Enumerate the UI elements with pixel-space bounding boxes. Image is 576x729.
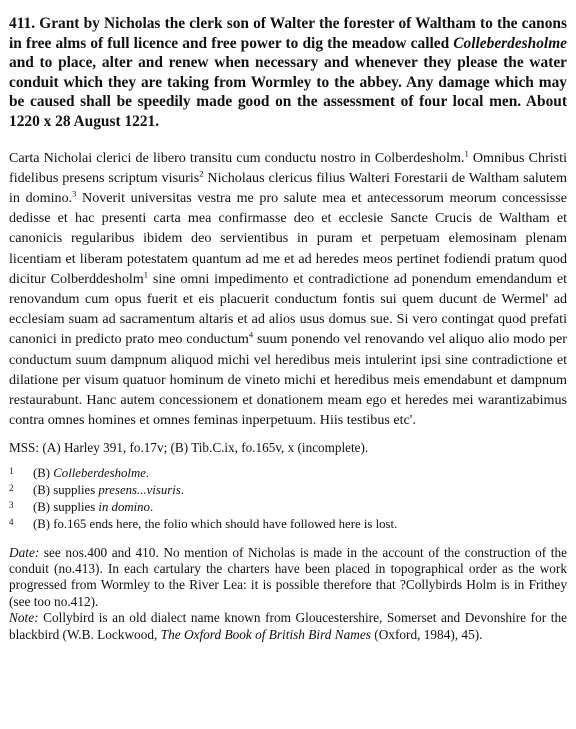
footnote-text: (B) xyxy=(33,466,54,481)
commentary xyxy=(9,545,567,643)
footnote-number: 3 xyxy=(9,500,14,510)
charter-rubric: Carta Nicholai clerici de libero transitu cum conductu nostro in Colberdesholm. xyxy=(9,149,465,166)
footnote-end: . xyxy=(145,466,150,481)
footnote-number: 4 xyxy=(9,516,14,527)
footnote-end: . xyxy=(149,500,154,514)
heading-place-name: Colleberdesholme xyxy=(453,34,567,52)
footnote xyxy=(9,499,567,516)
footnote xyxy=(9,465,567,482)
footnote-end: . xyxy=(180,483,184,498)
charter-address: Omnibus Christi fidelibus presens scriptum visuris xyxy=(9,149,567,186)
footnote-number: 2 xyxy=(9,483,14,494)
date-label: Date: xyxy=(9,544,40,560)
footnote-ref: 3 xyxy=(72,188,77,199)
note-label: Note: xyxy=(9,610,39,626)
charter-text xyxy=(9,148,567,431)
heading-text: Grant by Nicholas the clerk son of Walter the forester of Waltham to the canons in free alms of full licence and free power to dig the meadow called xyxy=(9,15,567,52)
footnote-italic: in domino xyxy=(98,500,150,514)
footnote-ref: 1 xyxy=(464,147,469,158)
footnote-ref: 2 xyxy=(199,168,204,179)
footnote-text: (B) fo.165 ends here, the folio which should have followed here is lost. xyxy=(33,516,398,531)
charter-grant-continued: sine omni impedimento et contradictione ad ponendum emendandum et renovandum cum opus fuerit et eis placuerit conductum fontis sui quem ducunt de Wermel' ad ecclesiam suam ad sacramentum altaris et ad alios usus domus sue. Si vero contingat quod prefati canonici in predicto prato meo conductum xyxy=(9,270,567,348)
heading-text-continued: and to place, alter and renew when necessary and whenever they please the water conduit which they are taking from Wormley to the abbey. Any damage which may be caused shall be speedily made good on the assessment of four local men. About 1220 x 28 August 1221. xyxy=(9,54,567,130)
charter-grantor: Nicholaus clericus filius Walteri Forestarii de Waltham salutem in domino. xyxy=(9,169,567,206)
book-title: The Oxford Book of British Bird Names xyxy=(160,626,371,642)
footnote-italic: presens...visuris xyxy=(98,483,181,498)
date-commentary: see nos.400 and 410. No mention of Nicholas is made in the account of the construction of the conduit (no.413). In each cartulary the charters have been placed in topographical order as the work progressed from Wormley to the River Lea: it is possible therefore that ?Collybirds Holm is in Frithey (see too no.412). xyxy=(9,544,567,609)
entry-number: 411. xyxy=(9,15,36,32)
footnote xyxy=(9,516,567,533)
footnote-ref: 4 xyxy=(248,329,254,340)
footnote-text: (B) supplies xyxy=(33,500,99,514)
footnotes-list xyxy=(9,465,567,532)
footnote-number: 1 xyxy=(9,466,14,477)
entry-heading xyxy=(9,14,567,132)
footnote-ref: 1 xyxy=(143,269,149,280)
charter-grant: Noverit universitas vestra me pro salute mea et antecessorum meorum concessisse dedisse et hac presenti carta mea confirmasse deo et ecclesie Sancte Crucis de Waltham et canonicis regularibus ibidem deo servientibus in puram et perpetuam elemosinam plenam licentiam et liberam potestatem quantum ad me et ad heredes meos pertinet fodiendi pratum quod dicitur Colberddesholm xyxy=(9,189,567,287)
charter-conclusion: suum ponendo vel renovando vel aliquo alio modo per conductum suum dampnum aliquod michi vel heredibus meis intulerint ipsi sine contradictione et dilatione per visum quatuor hominum de vineto michi et heredibus meis emendabunt et dampnum restaurabunt. Hanc autem concessionem et donationem meam ego et heredes mei warantizabimus contra omnes homines et omnes feminas inperpetuum. Hiis testibus etc'. xyxy=(9,331,567,429)
footnote-italic: Colleberdesholme xyxy=(53,466,146,481)
note-commentary-end: (Oxford, 1984), 45). xyxy=(374,626,483,642)
note-commentary: Collybird is an old dialect name known from Gloucestershire, Somerset and Devonshire for the blackbird (W.B. Lockwood, xyxy=(9,610,567,642)
manuscript-sources: MSS: (A) Harley 391, fo.17v; (B) Tib.C.ix, fo.165v, x (incomplete). xyxy=(9,440,369,456)
footnote xyxy=(9,482,567,499)
footnote-text: (B) supplies xyxy=(33,483,99,498)
